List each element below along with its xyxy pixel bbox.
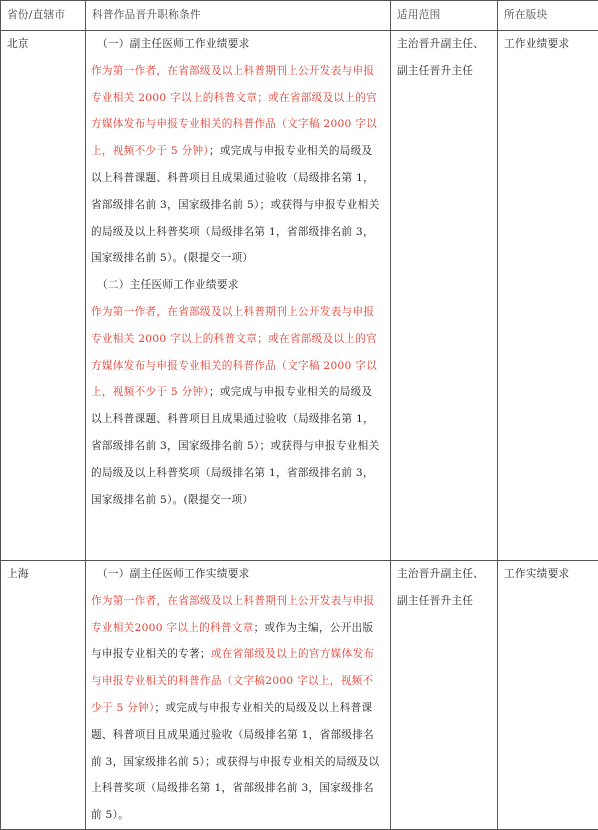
normal-text: ；或作为主编，公开出版与申报专业相关的专著；	[91, 622, 373, 661]
cell-scope: 主治晋升副主任、副主任晋升主任	[391, 31, 498, 561]
normal-text: ；或完成与申报专业相关的局级及以上科普课题、科普项目且成果通过验收（局级排名第 1，省部级排名前 3，国家级排名前 5）；或获得与申报专业相关的局级及以上科普奖项（局级排名第 1，省部级排名前 3，国家级排名前 5）。(限提交一项）	[91, 145, 379, 264]
highlighted-text: 作为第一作者，在省部级及以上科普期刊上公开发表与申报专业相关 2000 字以上的科普文章；或在省部级及以上的官方媒体发布与申报专业相关的科普作品（文字稿 2000 字以上，视频不少于 5 分钟）	[91, 306, 377, 398]
cell-scope: 主治晋升副主任、副主任晋升主任	[391, 561, 498, 830]
highlighted-text: 作为第一作者，在省部级及以上科普期刊上公开发表与申报专业相关2000 字以上的科普文章	[91, 595, 374, 634]
normal-text: ；或完成与申报专业相关的局级及以上科普课题、科普项目且成果通过验收（局级排名第 1，省部级排名前 3，国家级排名前 5）；或获得与申报专业相关的局级及以上科普奖项（局级排名第 1，省部级排名前 3，国家级排名前 5）。(限提交一项）	[91, 386, 379, 505]
table-header-row	[1, 1, 598, 31]
highlighted-text: 或在省部级及以上的官方媒体发布与申报专业相关的科普作品（文字稿2000 字以上，视频不少于 5 分钟）	[91, 648, 374, 714]
table-row-shanghai	[1, 561, 598, 830]
header-scope: 适用范围	[391, 1, 498, 31]
cell-conditions	[86, 561, 391, 830]
cell-section: 工作实绩要求	[498, 561, 598, 830]
header-province: 省份/直辖市	[1, 1, 86, 31]
block-heading: （一）副主任医师工作实绩要求	[91, 561, 382, 588]
cell-section: 工作业绩要求	[498, 31, 598, 561]
block-heading: （二）主任医师工作业绩要求	[91, 272, 382, 299]
table-row-beijing	[1, 31, 598, 561]
cell-province: 北京	[1, 31, 86, 561]
highlighted-text: 作为第一作者，在省部级及以上科普期刊上公开发表与申报专业相关 2000 字以上的科普文章；或在省部级及以上的官方媒体发布与申报专业相关的科普作品（文字稿 2000 字以上，视频不少于 5 分钟）	[91, 65, 377, 157]
header-conditions: 科普作品晋升职称条件	[86, 1, 391, 31]
normal-text: ；或完成与申报专业相关的局级及以上科普课题、科普项目且成果通过验收（局级排名第 1，省部级排名前 3，国家级排名前 5）；或获得与申报专业相关的局级及以上科普奖项（局级排名第 1，省部级排名前 3，国家级排名前 5）。	[91, 702, 379, 821]
header-section: 所在版块	[498, 1, 598, 31]
cell-province: 上海	[1, 561, 86, 830]
cell-conditions	[86, 31, 391, 561]
block-heading: （一）副主任医师工作业绩要求	[91, 31, 382, 58]
